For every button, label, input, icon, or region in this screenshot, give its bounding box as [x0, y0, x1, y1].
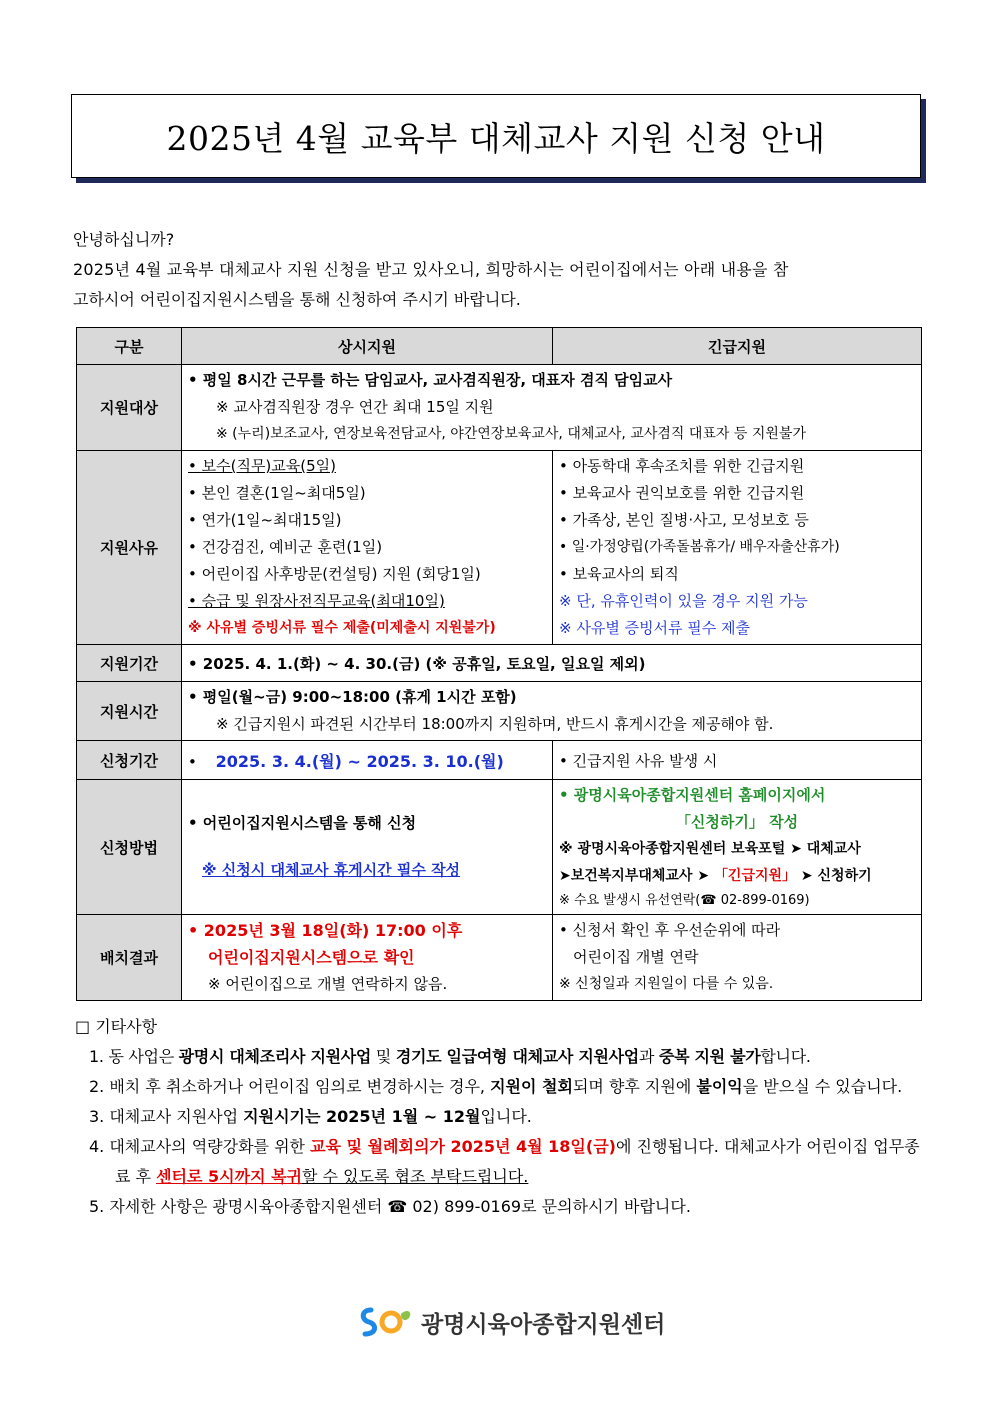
note-2-d: 불이익 [696, 1077, 743, 1096]
support-table [76, 327, 922, 1001]
note-4 [75, 1132, 925, 1192]
note-5: 5. 자세한 사항은 광명시육아종합지원센터 ☎ 02) 899-0169로 문의하시기 바랍니다. [89, 1197, 691, 1216]
intro-line-1: 2025년 4월 교육부 대체교사 지원 신청을 받고 있사오니, 희망하시는 어린이집에서는 아래 내용을 참 [73, 260, 789, 279]
note-1-f: 중복 지원 불가 [658, 1047, 761, 1066]
center-name: 광명시육아종합지원센터 [421, 1311, 666, 1338]
reason-regular-5: • 어린이집 사후방문(컨설팅) 지원 (회당1일) [188, 565, 481, 583]
time-line-2: ※ 긴급지원시 파견된 시간부터 18:00까지 지원하며, 반드시 휴게시간을 제공해야 함. [216, 715, 774, 733]
note-4-b: 교육 및 월례회의가 2025년 4월 18일(금) [310, 1137, 616, 1156]
result-urgent-2: 어린이집 개별 연락 [573, 948, 699, 966]
row-label-apply-period: 신청기간 [77, 741, 182, 780]
result-regular-3: ※ 어린이집으로 개별 연락하지 않음. [208, 975, 448, 993]
apply-period-regular-cell [182, 741, 553, 780]
table-row [77, 451, 922, 645]
reason-regular-item [188, 588, 546, 615]
note-4-a: 4. 대체교사의 역량강화를 위한 [89, 1137, 311, 1156]
note-3 [75, 1102, 925, 1132]
row-label-reason: 지원사유 [77, 451, 182, 645]
apply-period-urgent: • 긴급지원 사유 발생 시 [553, 741, 922, 780]
reason-regular-6: • 승급 및 원장사전직무교육(최대10일) [188, 592, 445, 610]
row-label-period: 지원기간 [77, 645, 182, 682]
reason-regular-1: • 보수(직무)교육(5일) [188, 457, 336, 475]
note-1-g: 합니다. [760, 1047, 811, 1066]
target-line-2: ※ 교사겸직원장 경우 연간 최대 15일 지원 [216, 398, 494, 416]
method-regular-2: ※ 신청시 대체교사 휴게시간 필수 작성 [202, 861, 461, 879]
footer [357, 1304, 665, 1340]
table-row [77, 682, 922, 741]
method-urgent-4b: 「긴급지원」 [713, 868, 797, 884]
reason-urgent-5: • 보육교사의 퇴직 [559, 565, 679, 583]
time-cell [182, 682, 922, 741]
method-urgent-4 [559, 863, 915, 890]
apply-period-bullet: • [188, 752, 197, 771]
method-urgent-4a: ➤보건복지부대체교사 ➤ [559, 868, 710, 884]
reason-regular-4: • 건강검진, 예비군 훈련(1일) [188, 538, 383, 556]
note-2 [75, 1072, 925, 1102]
note-1-e: 과 [638, 1047, 659, 1066]
note-3-c: 입니다. [480, 1107, 532, 1126]
note-2-b: 지원이 철회 [490, 1077, 573, 1096]
reason-regular-note: ※ 사유별 증빙서류 필수 제출(미제출시 지원불가) [188, 620, 496, 636]
notes-heading: □ 기타사항 [75, 1017, 158, 1036]
title-box [71, 94, 921, 178]
table-row [77, 365, 922, 451]
method-regular-2-wrap [188, 857, 546, 884]
page-title: 2025년 4월 교육부 대체교사 지원 신청 안내 [166, 118, 826, 158]
center-logo-icon [357, 1304, 413, 1340]
table-row [77, 780, 922, 915]
reason-urgent-note-2: ※ 사유별 증빙서류 필수 제출 [559, 619, 751, 637]
note-1-d: 경기도 일급여형 대체교사 지원사업 [395, 1047, 639, 1066]
reason-urgent-4: • 일·가정양립(가족돌봄휴가/ 배우자출산휴가) [559, 539, 840, 555]
target-cell [182, 365, 922, 451]
reason-urgent-3: • 가족상, 본인 질병·사고, 모성보호 등 [559, 511, 809, 529]
table-row [77, 741, 922, 780]
method-urgent-4c: ➤ 신청하기 [800, 868, 872, 884]
reason-urgent-note-1: ※ 단, 유휴인력이 있을 경우 지원 가능 [559, 592, 808, 610]
header-category: 구분 [77, 328, 182, 365]
method-urgent-1: • 광명시육아종합지원센터 홈페이지에서 [559, 786, 826, 804]
result-regular-cell [182, 915, 553, 1001]
note-1-c: 및 [371, 1047, 396, 1066]
header-regular: 상시지원 [182, 328, 553, 365]
reason-regular-3: • 연가(1일~최대15일) [188, 511, 342, 529]
note-3-b: 지원시기는 2025년 1월 ~ 12월 [243, 1107, 481, 1126]
method-urgent-5: ※ 수요 발생시 유선연락(☎ 02-899-0169) [559, 893, 810, 908]
note-2-c: 되며 향후 지원에 [572, 1077, 697, 1096]
row-label-time: 지원시간 [77, 682, 182, 741]
method-urgent-3: ※ 광명시육아종합지원센터 보육포털 ➤ 대체교사 [559, 841, 861, 857]
table-row [77, 645, 922, 682]
note-1-a: 1. 동 사업은 [89, 1047, 179, 1066]
reason-urgent-1: • 아동학대 후속조치를 위한 긴급지원 [559, 457, 805, 475]
reason-regular-item [188, 453, 546, 480]
result-regular-1: • 2025년 3월 18일(화) 17:00 이후 [188, 921, 463, 940]
result-regular-2: 어린이집지원시스템으로 확인 [208, 948, 415, 967]
note-2-e: 을 받으실 수 있습니다. [742, 1077, 903, 1096]
reason-regular-2: • 본인 결혼(1일~최대5일) [188, 484, 366, 502]
time-line-1: • 평일(월~금) 9:00~18:00 (휴게 1시간 포함) [188, 688, 517, 706]
method-urgent-2: 「신청하기」 작성 [675, 813, 799, 831]
reason-urgent-cell [553, 451, 922, 645]
intro-line-2: 고하시어 어린이집지원시스템을 통해 신청하여 주시기 바랍니다. [73, 290, 521, 309]
result-urgent-3: ※ 신청일과 지원일이 다를 수 있음. [559, 976, 774, 992]
method-urgent-cell [553, 780, 922, 915]
method-regular-cell [182, 780, 553, 915]
note-4-e: 할 수 있도록 협조 부탁드립니다. [302, 1167, 529, 1186]
result-urgent-1: • 신청서 확인 후 우선순위에 따라 [559, 921, 781, 939]
note-3-a: 3. 대체교사 지원사업 [89, 1107, 244, 1126]
target-line-3: ※ (누리)보조교사, 연장보육전담교사, 야간연장보육교사, 대체교사, 교사겸직 대표자 등 지원불가 [216, 426, 806, 442]
header-urgent: 긴급지원 [553, 328, 922, 365]
method-regular-1: • 어린이집지원시스템을 통해 신청 [188, 814, 417, 832]
row-label-target: 지원대상 [77, 365, 182, 451]
note-4-d: 센터로 5시까지 복귀 [156, 1167, 303, 1186]
row-label-result: 배치결과 [77, 915, 182, 1001]
note-1 [75, 1042, 925, 1072]
result-urgent-cell [553, 915, 922, 1001]
target-line-1: • 평일 8시간 근무를 하는 담임교사, 교사겸직원장, 대표자 겸직 담임교사 [188, 371, 673, 389]
row-label-method: 신청방법 [77, 780, 182, 915]
reason-regular-cell [182, 451, 553, 645]
notes-section [75, 1012, 925, 1222]
note-4-c: 에 진행됩니다. 대체교사가 어린이집 업무종료 후 [115, 1137, 920, 1186]
apply-period-regular: 2025. 3. 4.(월) ~ 2025. 3. 10.(월) [215, 751, 504, 771]
note-2-a: 2. 배치 후 취소하거나 어린이집 임의로 변경하시는 경우, [89, 1077, 491, 1096]
period-cell: • 2025. 4. 1.(화) ~ 4. 30.(금) (※ 공휴일, 토요일, 일요일 제외) [182, 645, 922, 682]
reason-urgent-2: • 보육교사 권익보호를 위한 긴급지원 [559, 484, 805, 502]
table-header-row [77, 328, 922, 365]
greeting: 안녕하십니까? [73, 230, 175, 249]
note-1-b: 광명시 대체조리사 지원사업 [178, 1047, 372, 1066]
table-row [77, 915, 922, 1001]
